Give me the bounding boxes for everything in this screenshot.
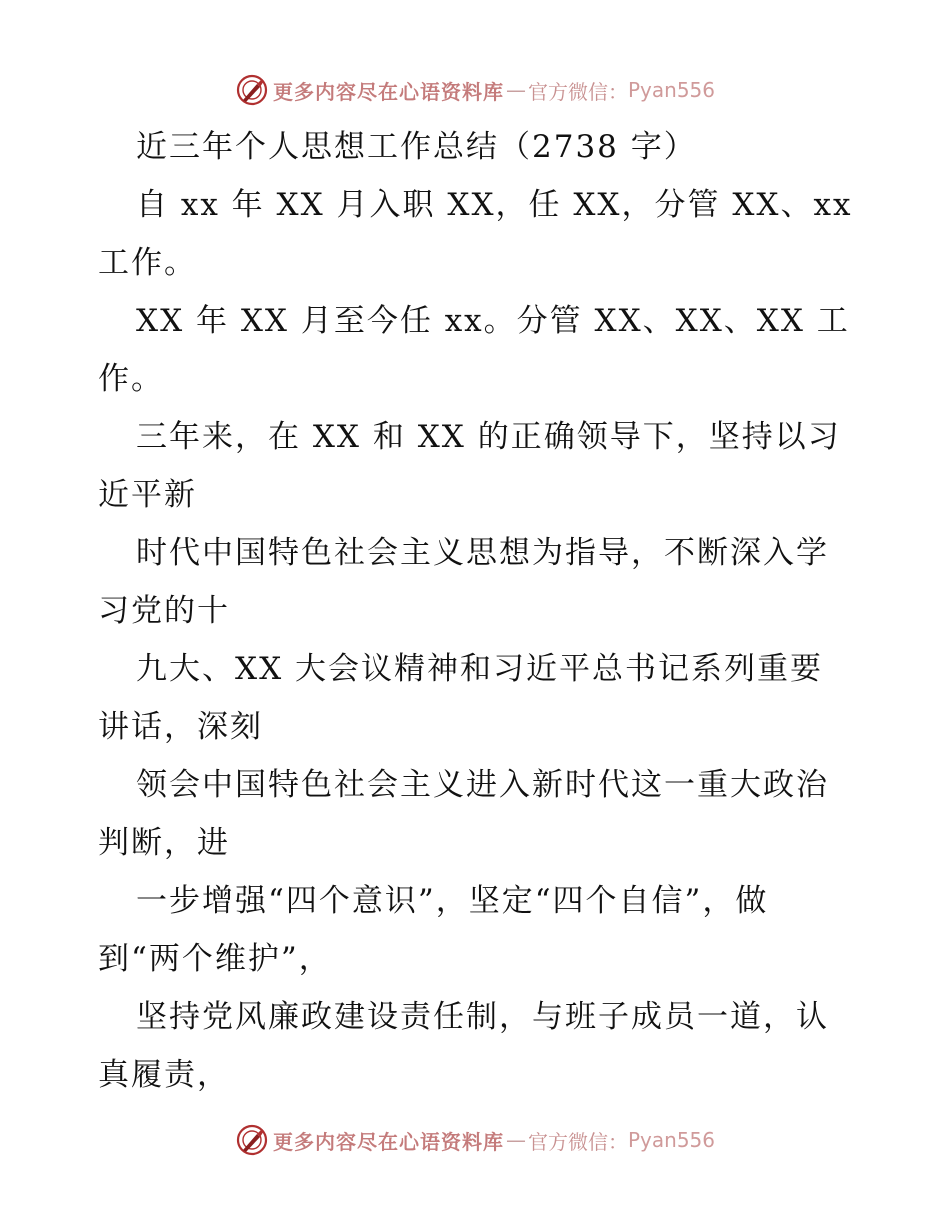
paragraph-line: 判断，进 (98, 825, 230, 861)
paragraph-line: 坚持党风廉政建设责任制，与班子成员一道，认 (136, 999, 829, 1035)
document-body (98, 118, 858, 1104)
watermark-banner-bottom (0, 1120, 950, 1160)
paragraph-line: 一步增强“四个意识”，坚定“四个自信”，做 (136, 883, 769, 919)
paragraph-line: 工作。 (98, 245, 197, 281)
watermark-dash: — (505, 78, 526, 102)
paragraph-line: 自 xx 年 XX 月入职 XX，任 XX，分管 XX、xx (136, 187, 853, 223)
paragraph-line: 讲话，深刻 (98, 709, 263, 745)
watermark-site-text: 更多内容尽在心语资料库 (272, 1129, 504, 1154)
watermark-wechat-label: 官方微信： (527, 79, 628, 104)
paragraph-line: 九大、XX 大会议精神和习近平总书记系列重要 (136, 651, 823, 687)
paragraph-line: 时代中国特色社会主义思想为指导，不断深入学 (136, 535, 829, 571)
paragraph-line: 领会中国特色社会主义进入新时代这一重大政治 (136, 767, 829, 803)
watermark-dash: — (505, 1128, 526, 1152)
paragraph-line: 真履责， (98, 1057, 230, 1093)
pen-logo-icon (235, 1123, 269, 1157)
paragraph-line: 近三年个人思想工作总结（2738 字） (136, 129, 697, 165)
paragraph-line: XX 年 XX 月至今任 xx。分管 XX、XX、XX 工 (136, 303, 850, 339)
pen-logo-icon (235, 73, 269, 107)
paragraph-line: 习党的十 (98, 593, 230, 629)
paragraph-line: 三年来，在 XX 和 XX 的正确领导下，坚持以习 (136, 419, 841, 455)
watermark-wechat-id: Pyan556 (627, 1128, 715, 1152)
paragraph-line: 近平新 (98, 477, 197, 513)
paragraph-line: 作。 (98, 361, 164, 397)
paragraph-line: 到“两个维护”， (98, 941, 332, 977)
watermark-wechat-id: Pyan556 (627, 78, 715, 102)
watermark-site-text: 更多内容尽在心语资料库 (272, 79, 504, 104)
watermark-wechat-label: 官方微信： (527, 1129, 628, 1154)
watermark-banner-top (0, 70, 950, 110)
